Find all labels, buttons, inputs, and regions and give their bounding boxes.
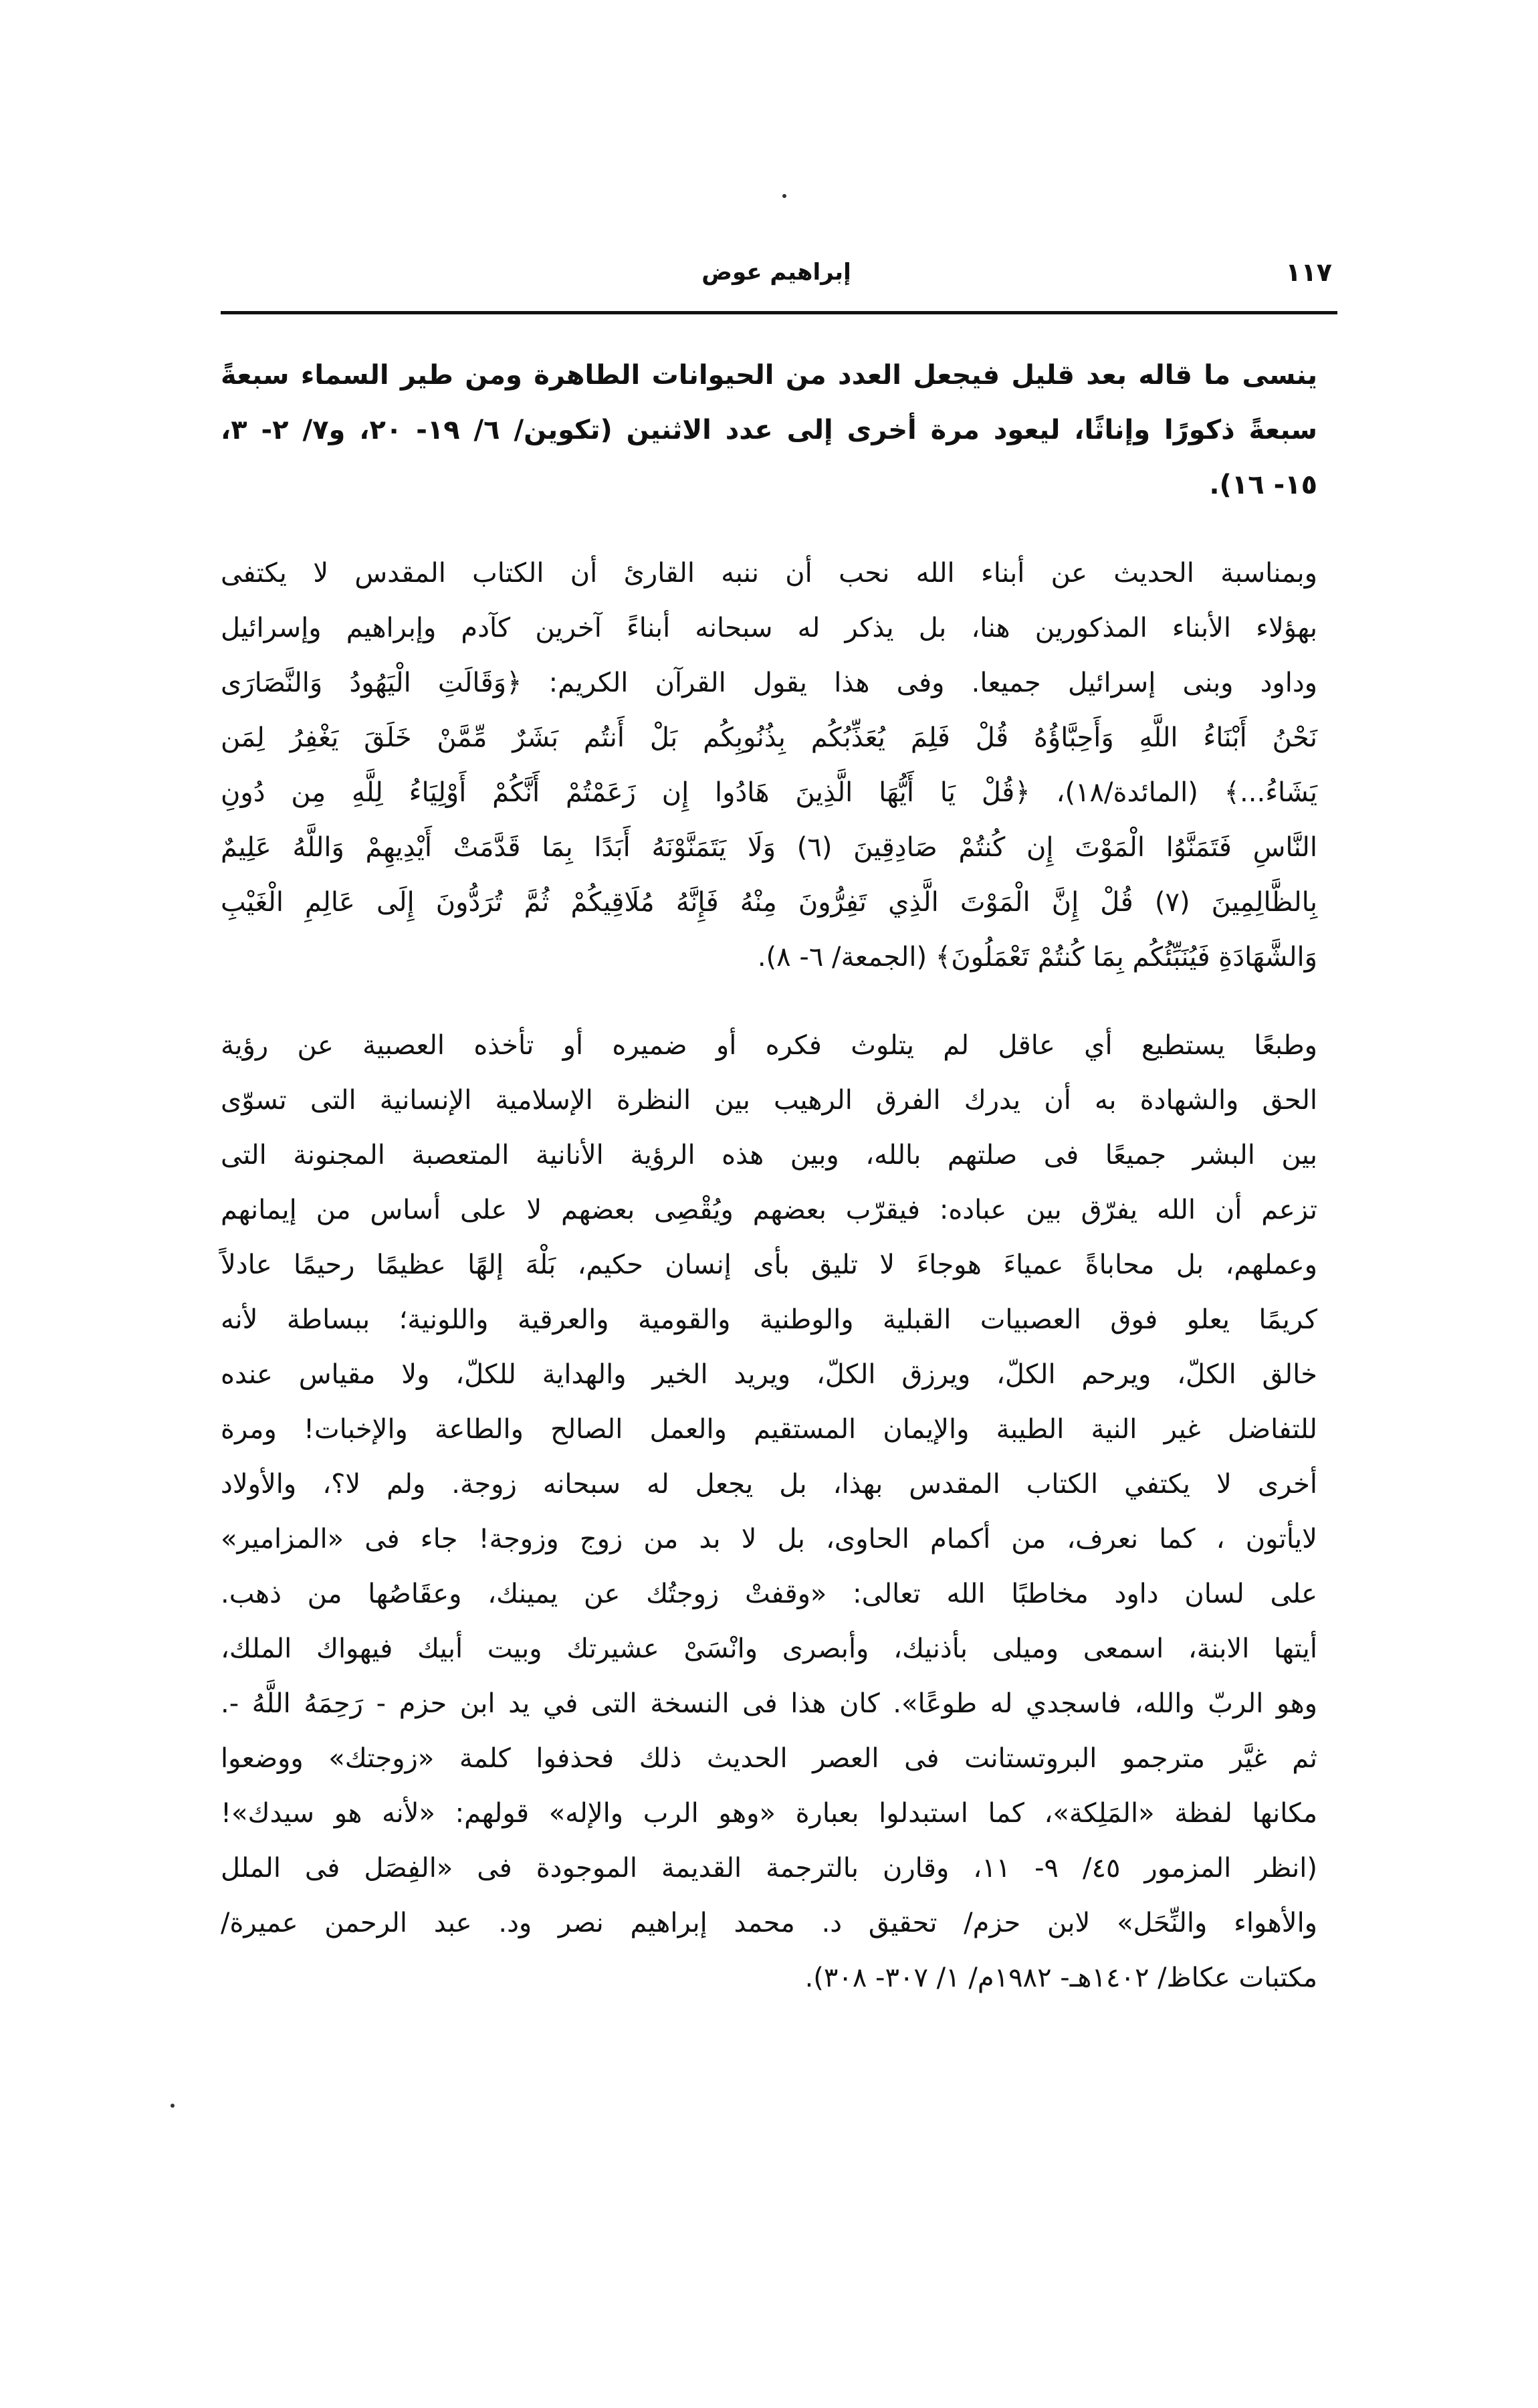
paragraph-gap	[221, 512, 1317, 546]
text-line: يَشَاءُ...﴾ (المائدة/١٨)، ﴿قُلْ يَا أَيُّهَا الَّذِينَ هَادُوا إِن زَعَمْتُمْ أَنَّكُمْ أَوْلِيَاءُ لِلَّهِ مِن دُونِ	[221, 777, 1317, 808]
text-line: مكتبات عكاظ/ ١٤٠٢هـ- ١٩٨٢م/ ١/ ٣٠٧- ٣٠٨).	[804, 1963, 1317, 1993]
text-line: بهؤلاء الأبناء المذكورين هنا، بل يذكر له سبحانه أبناءً آخرين كآدم وإبراهيم وإسرائيل	[221, 613, 1317, 643]
text-line: ١٥- ١٦).	[1209, 470, 1317, 500]
text-line: وهو الربّ والله، فاسجدي له طوعًا». كان هذا فى النسخة التى في يد ابن حزم - رَحِمَهُ اللَّهُ -.	[221, 1688, 1317, 1719]
paragraph	[221, 546, 1317, 985]
text-line: أخرى لا يكتفي الكتاب المقدس بهذا، بل يجعل له سبحانه زوجة. ولم لا؟، والأولاد	[221, 1469, 1317, 1500]
text-line: نَحْنُ أَبْنَاءُ اللَّهِ وَأَحِبَّاؤُهُ قُلْ فَلِمَ يُعَذِّبُكُم بِذُنُوبِكُم بَلْ أَنتُم بَشَرٌ مِّمَّنْ خَلَقَ يَغْفِرُ لِمَن	[221, 722, 1317, 753]
text-line: والأهواء والنِّحَل» لابن حزم/ تحقيق د. محمد إبراهيم نصر ود. عبد الرحمن عميرة/	[221, 1908, 1317, 1938]
paragraph-gap	[221, 985, 1317, 1018]
text-line: وَالشَّهَادَةِ فَيُنَبِّئُكُم بِمَا كُنتُمْ تَعْمَلُونَ﴾ (الجمعة/ ٦- ٨).	[757, 942, 1317, 973]
page-header	[221, 258, 1332, 304]
text-line: وطبعًا يستطيع أي عاقل لم يتلوث فكره أو ضميره أو تأخذه العصبية عن رؤية	[221, 1030, 1317, 1061]
text-line: مكانها لفظة «المَلِكة»، كما استبدلوا بعبارة «وهو الرب والإله» قولهم: «لأنه هو سيدك»!	[221, 1798, 1317, 1829]
text-line: لايأتون ، كما نعرف، من أكمام الحاوى، بل لا بد من زوج وزوجة! جاء فى «المزامير»	[221, 1524, 1317, 1554]
text-line: سبعةً ذكورًا وإناثًا، ليعود مرة أخرى إلى عدد الاثنين (تكوين/ ٦/ ١٩- ٢٠، و٧/ ٢- ٣،	[221, 415, 1318, 445]
text-line: على لسان داود مخاطبًا الله تعالى: «وقفتْ زوجتُك عن يمينك، وعقَاصُها من ذهب.	[221, 1579, 1317, 1609]
text-line: (انظر المزمور ٤٥/ ٩- ١١، وقارن بالترجمة القديمة الموجودة فى «الفِصَل فى الملل	[221, 1853, 1317, 1884]
header-rule	[221, 311, 1337, 314]
text-line: خالق الكلّ، ويرحم الكلّ، ويرزق الكلّ، ويريد الخير والهداية للكلّ، ولا مقياس عنده	[221, 1359, 1317, 1390]
paragraph	[221, 348, 1317, 512]
running-title: إبراهيم عوض	[701, 259, 851, 286]
text-line: للتفاضل غير النية الطيبة والإيمان المستقيم والعمل الصالح والطاعة والإخبات! ومرة	[221, 1414, 1317, 1445]
text-line: الحق والشهادة به أن يدرك الفرق الرهيب بين النظرة الإسلامية الإنسانية التى تسوّى	[221, 1085, 1317, 1116]
text-line: تزعم أن الله يفرّق بين عباده: فيقرّب بعضهم ويُقْصِى بعضهم لا على أساس من إيمانهم	[221, 1195, 1317, 1225]
text-line: أيتها الابنة، اسمعى وميلى بأذنيك، وأبصرى وانْسَىْ عشيرتك وبيت أبيك فيهواك الملك،	[221, 1633, 1317, 1664]
text-line: بين البشر جميعًا فى صلتهم بالله، وبين هذه الرؤية الأنانية المتعصبة المجنونة التى	[221, 1140, 1317, 1171]
page-number: ١١٧	[1285, 258, 1332, 287]
scan-speck	[171, 2104, 175, 2108]
text-line: بِالظَّالِمِينَ (٧) قُلْ إِنَّ الْمَوْتَ الَّذِي تَفِرُّونَ مِنْهُ فَإِنَّهُ مُلَاقِيكُمْ ثُمَّ تُرَدُّونَ إِلَى عَالِمِ الْغَيْبِ	[221, 887, 1317, 918]
body-text	[221, 348, 1317, 2005]
paragraph	[221, 1018, 1317, 2005]
scan-speck	[782, 194, 786, 198]
text-line: وداود وبنى إسرائيل جميعا. وفى هذا يقول القرآن الكريم: ﴿وَقَالَتِ الْيَهُودُ وَالنَّصَارَى	[221, 668, 1317, 698]
text-line: ينسى ما قاله بعد قليل فيجعل العدد من الحيوانات الطاهرة ومن طير السماء سبعةً	[221, 360, 1317, 391]
text-line: كريمًا يعلو فوق العصبيات القبلية والوطنية والقومية والعرقية واللونية؛ ببساطة لأنه	[221, 1304, 1317, 1335]
text-line: النَّاسِ فَتَمَنَّوُا الْمَوْتَ إِن كُنتُمْ صَادِقِينَ (٦) وَلَا يَتَمَنَّوْنَهُ أَبَدًا بِمَا قَدَّمَتْ أَيْدِيهِمْ وَاللَّهُ عَلِيمٌ	[221, 832, 1317, 863]
text-line: وعملهم، بل محاباةً عمياءَ هوجاءَ لا تليق بأى إنسان حكيم، بَلْهَ إلهًا عظيمًا رحيمًا عادلاً	[221, 1249, 1317, 1280]
text-line: ثم غيَّر مترجمو البروتستانت فى العصر الحديث ذلك فحذفوا كلمة «زوجتك» ووضعوا	[221, 1743, 1317, 1774]
text-line: وبمناسبة الحديث عن أبناء الله نحب أن ننبه القارئ أن الكتاب المقدس لا يكتفى	[221, 558, 1317, 589]
